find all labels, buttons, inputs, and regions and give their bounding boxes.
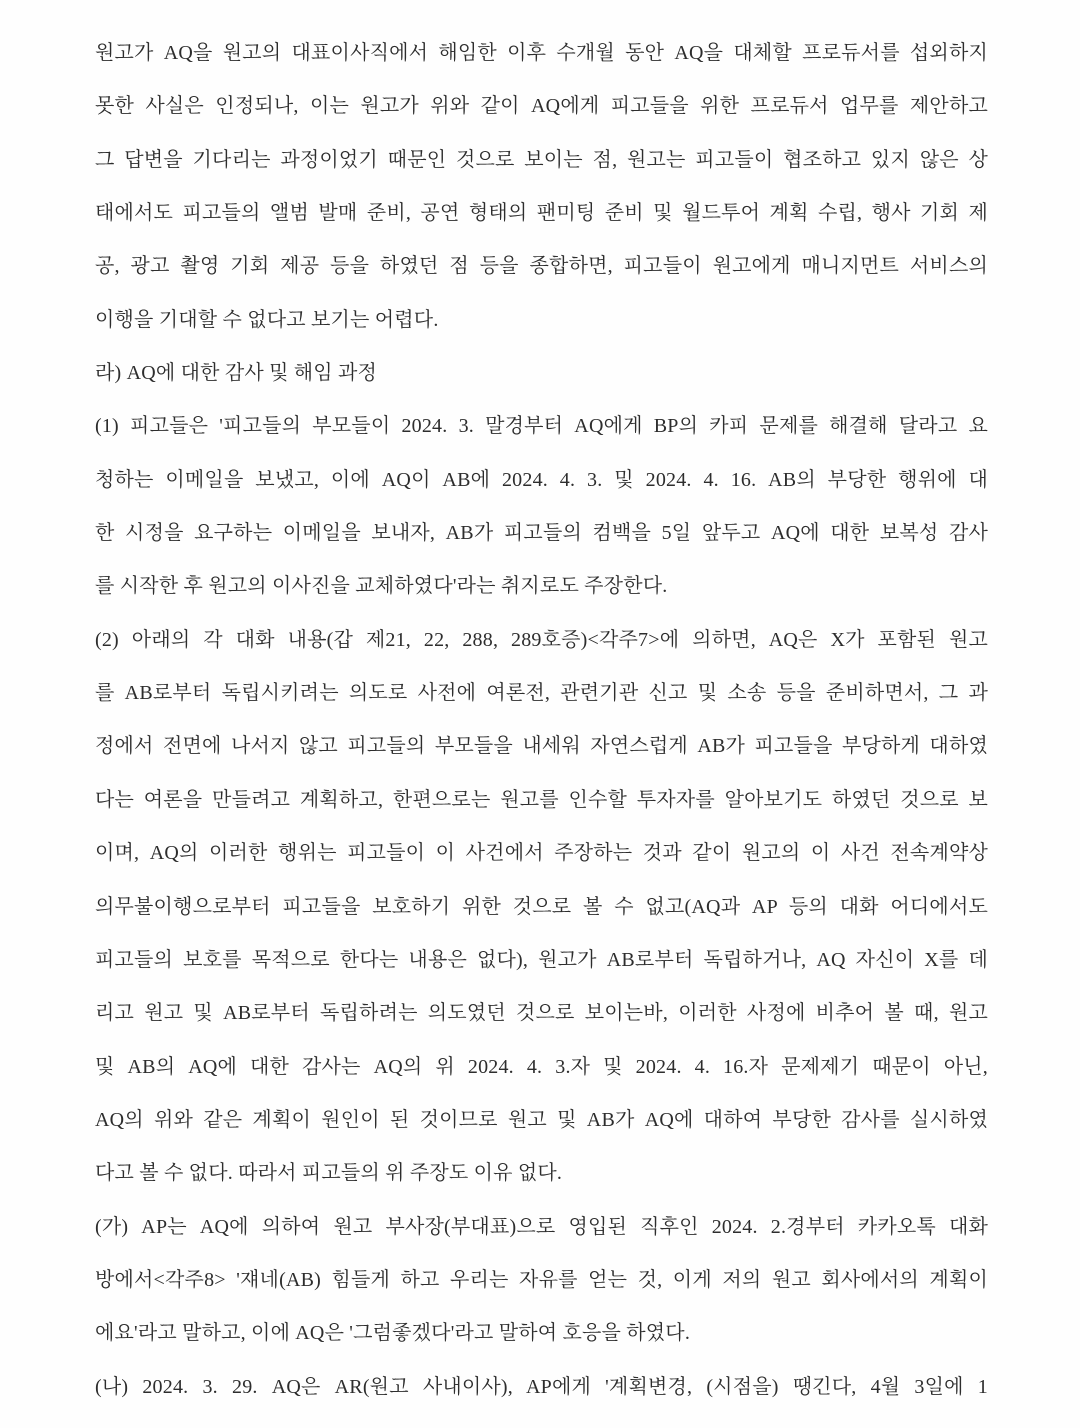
text-line: 그 답변을 기다리는 과정이었기 때문인 것으로 보이는 점, 원고는 피고들이 협조하고 있지 않은 상 <box>95 148 988 171</box>
text-line: 태에서도 피고들의 앨범 발매 준비, 공연 형태의 팬미팅 준비 및 월드투어 계획 수립, 행사 기회 제 <box>95 202 988 225</box>
text-line: 방에서<각주8> '쟤네(AB) 힘들게 하고 우리는 자유를 얻는 것, 이게 저의 원고 회사에서의 계획이 <box>95 1268 988 1291</box>
document-text-block <box>95 27 988 1414</box>
text-line: 이행을 기대할 수 없다고 보기는 어렵다. <box>95 308 439 331</box>
text-line: AQ의 위와 같은 계획이 원인이 된 것이므로 원고 및 AB가 AQ에 대하여 부당한 감사를 실시하였 <box>95 1108 988 1131</box>
text-line: 다고 볼 수 없다. 따라서 피고들의 위 주장도 이유 없다. <box>95 1162 563 1185</box>
text-line: 원고가 AQ을 원고의 대표이사직에서 해임한 이후 수개월 동안 AQ을 대체할 프로듀서를 섭외하지 <box>95 42 988 64</box>
text-line: 를 시작한 후 원고의 이사진을 교체하였다'라는 취지로도 주장한다. <box>95 575 668 598</box>
text-line: 못한 사실은 인정되나, 이는 원고가 위와 같이 AQ에게 피고들을 위한 프로듀서 업무를 제안하고 <box>95 95 988 118</box>
text-line: (나) 2024. 3. 29. AQ은 AR(원고 사내이사), AP에게 '계획변경, (시점을) 땡긴다, 4월 3일에 1 <box>95 1375 988 1398</box>
text-line: 다는 여론을 만들려고 계획하고, 한편으로는 원고를 인수할 투자자를 알아보기도 하였던 것으로 보 <box>95 788 988 811</box>
text-line: 청하는 이메일을 보냈고, 이에 AQ이 AB에 2024. 4. 3. 및 2024. 4. 16. AB의 부당한 행위에 대 <box>95 468 988 491</box>
text-line: 피고들의 보호를 목적으로 한다는 내용은 없다), 원고가 AB로부터 독립하거나, AQ 자신이 X를 데 <box>95 948 988 971</box>
text-line: (2) 아래의 각 대화 내용(갑 제21, 22, 288, 289호증)<각주7>에 의하면, AQ은 X가 포함된 원고 <box>95 628 988 651</box>
text-line: 공, 광고 촬영 기회 제공 등을 하였던 점 등을 종합하면, 피고들이 원고에게 매니지먼트 서비스의 <box>95 255 988 278</box>
text-line: (가) AP는 AQ에 의하여 원고 부사장(부대표)으로 영입된 직후인 2024. 2.경부터 카카오톡 대화 <box>95 1215 988 1238</box>
text-line: 를 AB로부터 독립시키려는 의도로 사전에 여론전, 관련기관 신고 및 소송 등을 준비하면서, 그 과 <box>95 682 988 705</box>
text-line: (1) 피고들은 '피고들의 부모들이 2024. 3. 말경부터 AQ에게 BP의 카피 문제를 해결해 달라고 요 <box>95 415 988 438</box>
section-heading: 라) AQ에 대한 감사 및 해임 과정 <box>95 362 378 385</box>
text-line: 이며, AQ의 이러한 행위는 피고들이 이 사건에서 주장하는 것과 같이 원고의 이 사건 전속계약상 <box>95 842 988 865</box>
text-line: 의무불이행으로부터 피고들을 보호하기 위한 것으로 볼 수 없고(AQ과 AP 등의 대화 어디에서도 <box>95 895 988 918</box>
text-line: 에요'라고 말하고, 이에 AQ은 '그럼좋겠다'라고 말하여 호응을 하였다. <box>95 1322 691 1345</box>
text-line: 한 시정을 요구하는 이메일을 보내자, AB가 피고들의 컴백을 5일 앞두고 AQ에 대한 보복성 감사 <box>95 522 988 545</box>
text-line: 리고 원고 및 AB로부터 독립하려는 의도였던 것으로 보이는바, 이러한 사정에 비추어 볼 때, 원고 <box>95 1002 988 1025</box>
text-line: 정에서 전면에 나서지 않고 피고들의 부모들을 내세워 자연스럽게 AB가 피고들을 부당하게 대하였 <box>95 735 988 758</box>
text-line: 및 AB의 AQ에 대한 감사는 AQ의 위 2024. 4. 3.자 및 2024. 4. 16.자 문제제기 때문이 아닌, <box>95 1055 988 1078</box>
